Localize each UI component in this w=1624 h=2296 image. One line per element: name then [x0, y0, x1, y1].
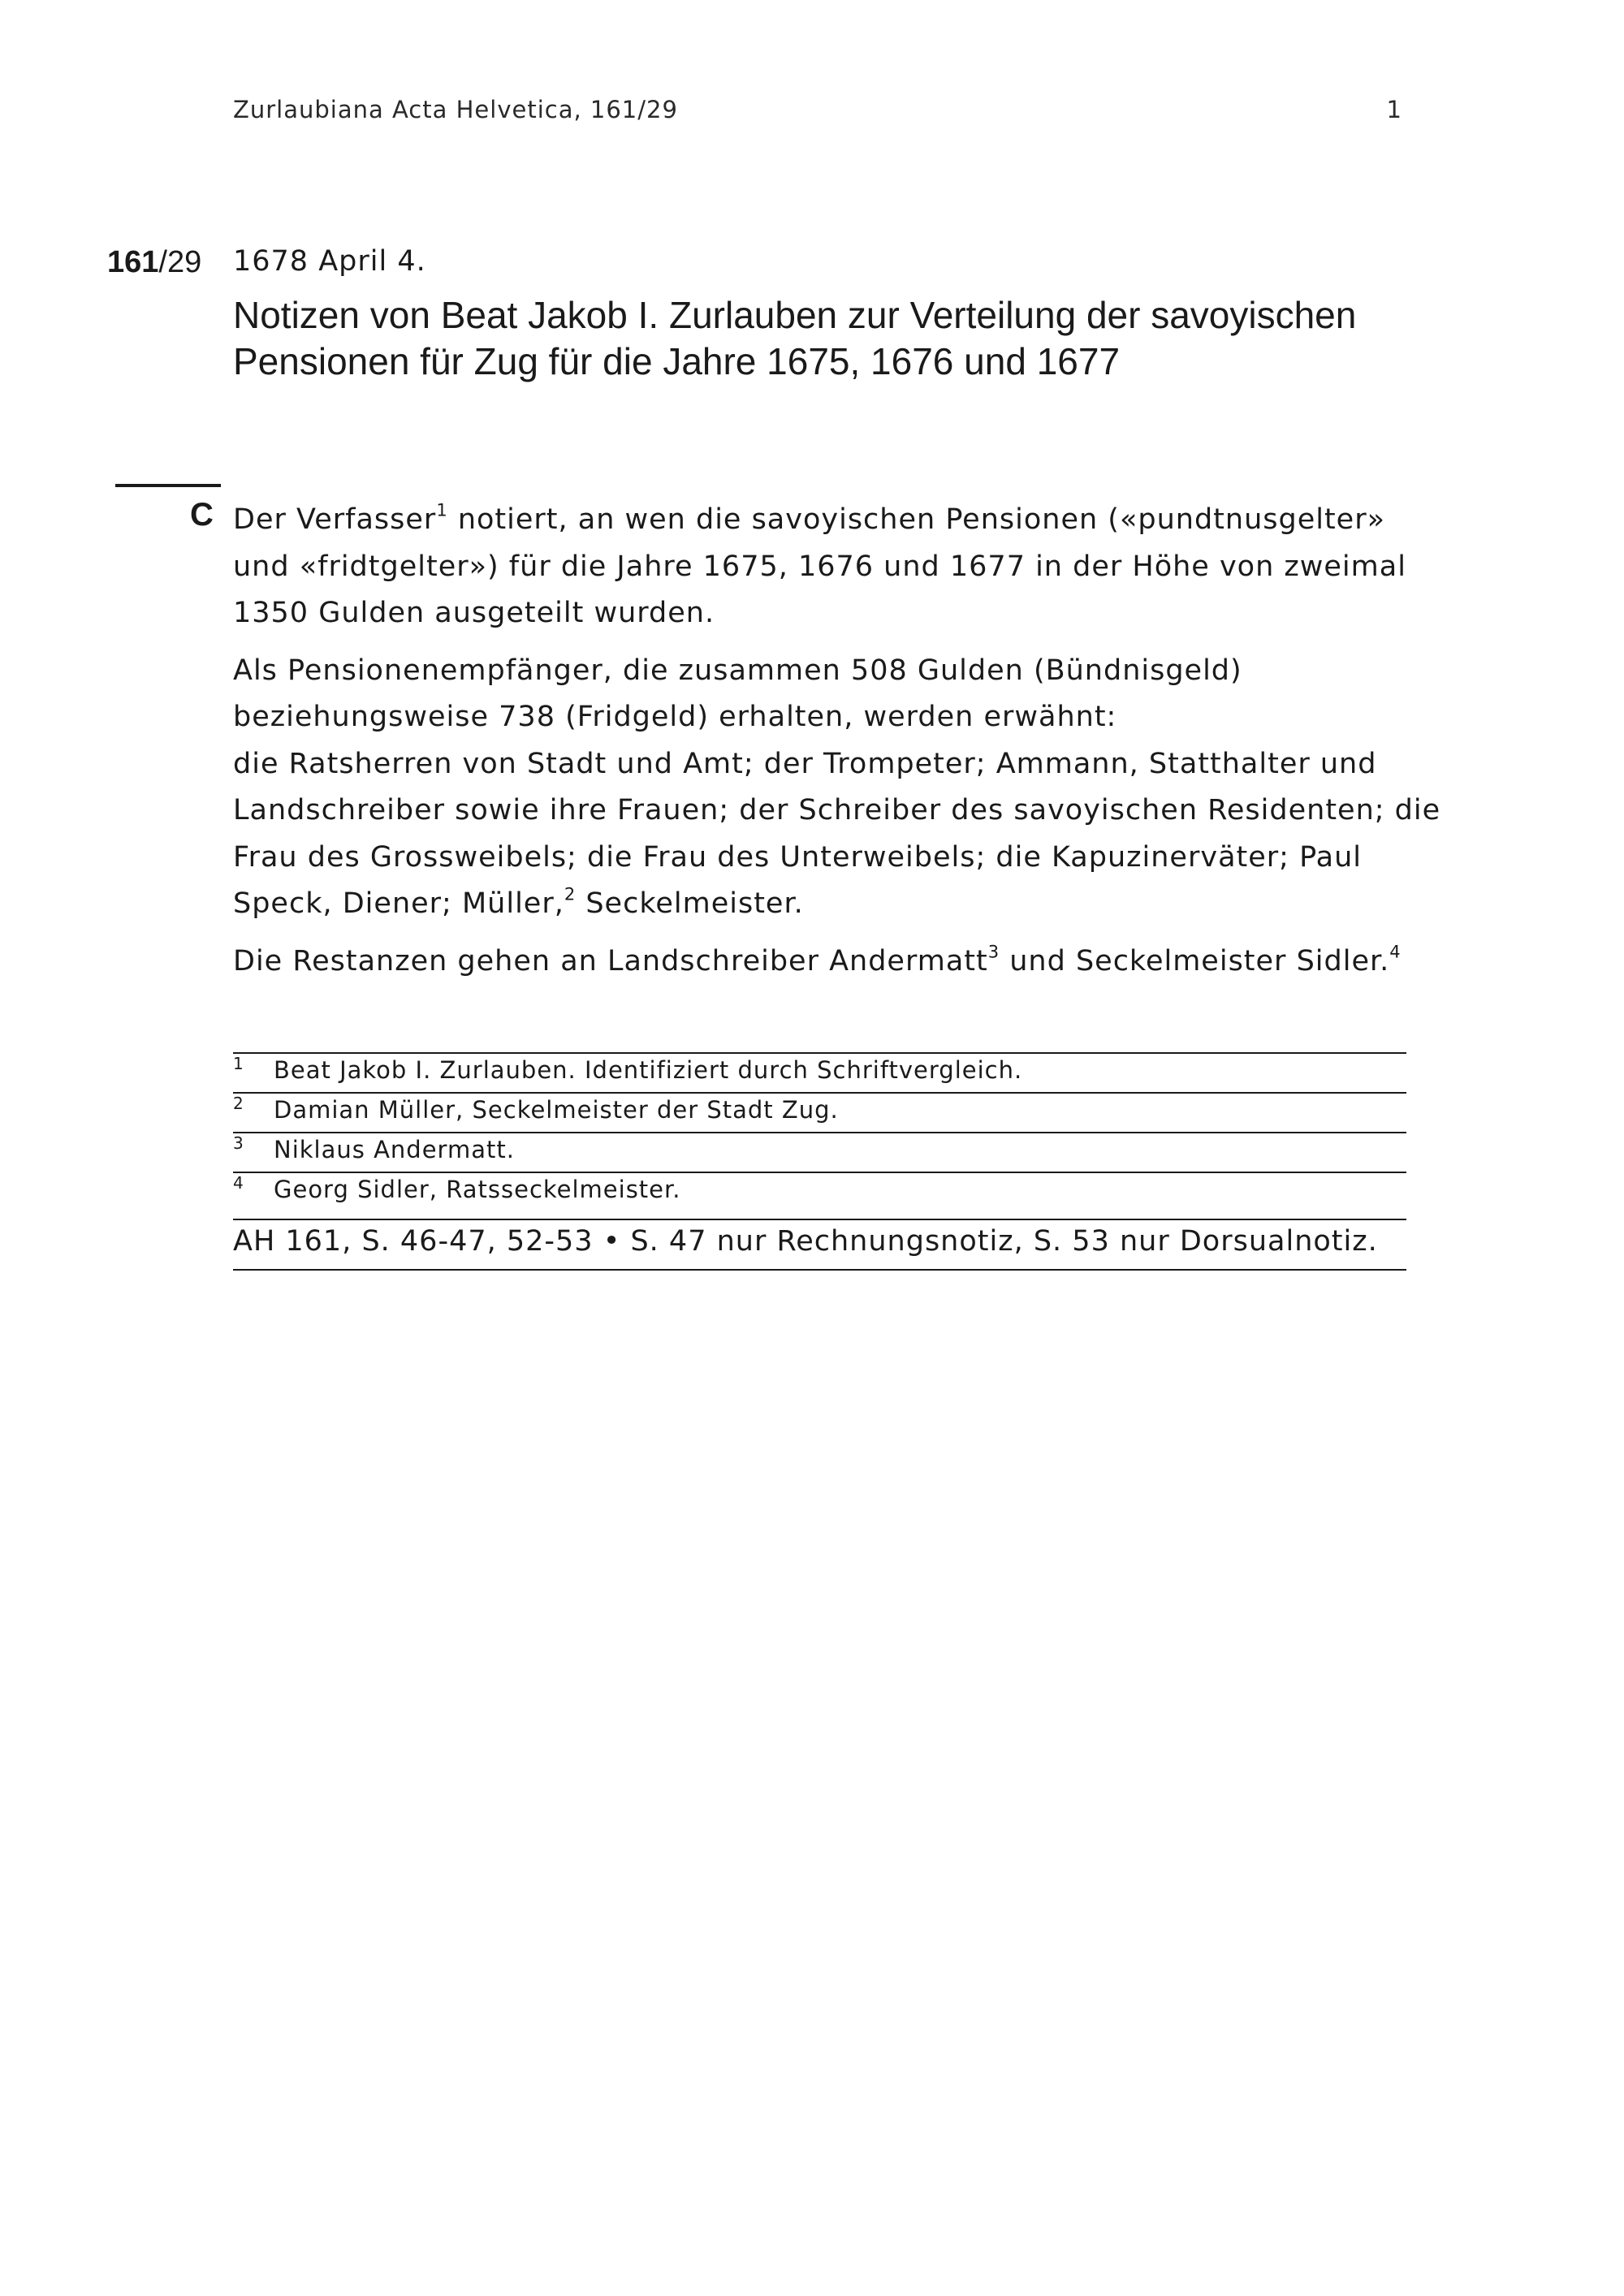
text-line: 1350 Gulden ausgeteilt wurden. — [233, 597, 715, 629]
document-number — [107, 245, 218, 280]
footnote — [233, 1052, 1406, 1092]
section-letter: C — [190, 497, 214, 533]
document-number-item: /29 — [158, 245, 202, 279]
text-fragment: Die Restanzen gehen an Landschreiber Andermatt — [233, 944, 988, 978]
paragraph-3 — [233, 939, 1406, 986]
text-fragment: und Seckelmeister Sidler. — [1000, 944, 1390, 978]
source-note-text: AH 161, S. 46-47, 52-53 • S. 47 nur Rechnungsnotiz, S. 53 nur Dorsualnotiz. — [233, 1225, 1378, 1258]
summary-text — [233, 497, 1441, 995]
footnote-ref-1[interactable]: 1 — [436, 500, 448, 520]
text-line: Landschreiber sowie ihre Frauen; der Schreiber des savoyischen Residenten; die — [233, 794, 1441, 826]
running-header — [233, 96, 1402, 123]
text-line: und «fridtgelter») für die Jahre 1675, 1676 und 1677 in der Höhe von zweimal — [233, 550, 1406, 583]
paragraph-2 — [233, 648, 1441, 928]
document-date: 1678 April 4. — [233, 245, 426, 278]
footnote-text: Beat Jakob I. Zurlauben. Identifiziert durch Schriftvergleich. — [274, 1056, 1023, 1084]
text-line: Frau des Grossweibels; die Frau des Unterweibels; die Kapuzinerväter; Paul — [233, 840, 1362, 874]
footnote-text: Damian Müller, Seckelmeister der Stadt Zug. — [274, 1096, 839, 1124]
text-line: Als Pensionenempfänger, die zusammen 508 Gulden (Bündnisgeld) — [233, 654, 1242, 687]
text-fragment: Der Verfasser — [233, 503, 437, 536]
text-fragment: Speck, Diener; Müller, — [233, 887, 564, 920]
footnote — [233, 1092, 1406, 1132]
footnote-number: 2 — [233, 1094, 244, 1113]
text-fragment: notiert, an wen die savoyischen Pensionen («pundtnusgelter» — [447, 503, 1386, 536]
text-line — [233, 881, 1406, 928]
footnote-number: 3 — [233, 1133, 244, 1153]
running-title: Zurlaubiana Acta Helvetica, 161/29 — [233, 96, 678, 123]
footnotes — [233, 1052, 1406, 1271]
footnote-number: 4 — [233, 1173, 244, 1193]
text-line — [233, 939, 1406, 986]
text-fragment: Seckelmeister. — [576, 887, 804, 920]
text-line: beziehungsweise 738 (Fridgeld) erhalten, werden erwähnt: — [233, 701, 1117, 733]
footnote-ref-4[interactable]: 4 — [1389, 941, 1402, 961]
footnote-ref-2[interactable]: 2 — [564, 884, 577, 904]
document-number-volume: 161 — [107, 245, 159, 279]
footnote-text: Georg Sidler, Ratsseckelmeister. — [274, 1176, 681, 1203]
footnote-number: 1 — [233, 1054, 244, 1073]
source-note — [233, 1219, 1406, 1271]
footnote-text: Niklaus Andermatt. — [274, 1136, 515, 1163]
paragraph-1 — [233, 497, 1406, 637]
margin-rule — [115, 484, 221, 487]
footnote — [233, 1172, 1406, 1211]
page-number: 1 — [1386, 96, 1402, 123]
text-line: die Ratsherren von Stadt und Amt; der Trompeter; Ammann, Statthalter und — [233, 747, 1377, 780]
document-title: Notizen von Beat Jakob I. Zurlauben zur Verteilung der savoyischen Pensionen für Zug für die Jahre 1675, 1676 und 1677 — [233, 294, 1357, 382]
footnote — [233, 1132, 1406, 1172]
footnote-ref-3[interactable]: 3 — [987, 941, 1000, 961]
text-line — [233, 497, 1406, 544]
